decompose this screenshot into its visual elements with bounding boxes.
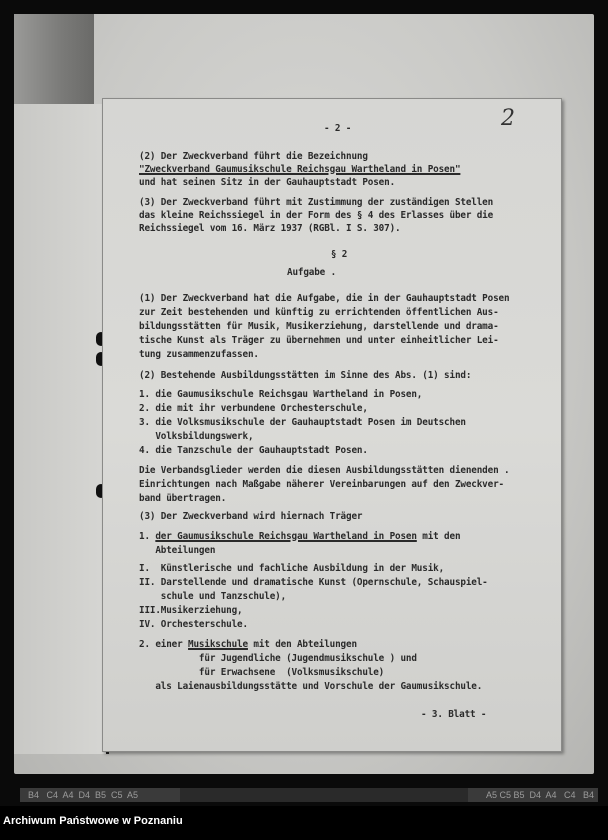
section-title: Aufgabe . [287,267,337,278]
section-para2-intro: (2) Bestehende Ausbildungsstätten im Sinne des Abs. (1) sind: [139,370,472,381]
section-para1-line: tische Kunst als Träger zu übernehmen und unter einheitlicher Lei- [139,335,499,346]
continuation-marker: - 3. Blatt - [421,709,487,720]
section-para2-outro-line: Die Verbandsglieder werden die diesen Ausbildungsstätten dienenden . [139,465,510,476]
department-item: I. Künstlerische und fachliche Ausbildung in der Musik, [139,563,445,574]
scan-size-ruler-left: B4 C4 A4 D4 B5 C5 A5 [20,788,188,802]
para-2-line2: "Zweckverband Gaumusikschule Reichsgau Wartheland in Posen" [139,164,461,175]
archive-credit: Archiwum Państwowe w Poznaniu [3,815,183,827]
section-para1-line: bildungsstätten für Musik, Musikerziehung, darstellende und drama- [139,321,499,332]
department-item: IV. Orchesterschule. [139,619,248,630]
section-para3-item1 [139,531,460,544]
department-item: III.Musikerziehung, [139,605,243,616]
handwritten-page-number: 2 [501,106,515,131]
section-para3-item2-line: als Laienausbildungsstätte und Vorschule der Gaumusikschule. [139,681,483,692]
left-paper-strip [14,104,109,754]
section-para2-outro-line: Einrichtungen nach Maßgabe näherer Vereinbarungen auf den Zweckver- [139,479,504,490]
scan-size-ruler-right: A5 C5 B5 D4 A4 C4 B4 [468,788,598,802]
item-rest: mit den [416,531,461,542]
section-para3-item1-line2: Abteilungen [139,545,216,556]
section-para1-line: tung zusammenzufassen. [139,349,259,360]
list-item: 4. die Tanzschule der Gauhauptstadt Posen. [139,445,368,456]
section-para3-item2-line: für Jugendliche (Jugendmusikschule ) und [139,653,417,664]
para-3-line3: Reichssiegel vom 16. März 1937 (RGBl. I S. 307). [139,223,401,234]
list-item: 3. die Volksmusikschule der Gauhauptstadt Posen im Deutschen [139,417,466,428]
underlined-musikschule: Musikschule [188,639,248,650]
section-heading: § 2 [330,249,348,260]
scan-ruler-middle [180,788,468,802]
para-2-line1: (2) Der Zweckverband führt die Bezeichnung [139,151,368,162]
section-para1-line: zur Zeit bestehenden und künftig zu errichtenden öffentlichen Aus- [139,307,499,318]
item-number: 1. [139,531,156,542]
section-para3-item2-line: für Erwachsene (Volksmusikschule) [139,667,385,678]
para-3-line1: (3) Der Zweckverband führt mit Zustimmung der zuständigen Stellen [139,197,494,208]
para-3-line2: das kleine Reichssiegel in der Form des § 4 des Erlasses über die [139,210,494,221]
underlined-school-name: der Gaumusikschule Reichsgau Wartheland in Posen [155,531,417,542]
section-para3-intro: (3) Der Zweckverband wird hiernach Träger [139,511,363,522]
page-marker: - 2 - [324,123,352,134]
shadow-area [14,14,94,104]
list-item: Volksbildungswerk, [139,431,254,442]
list-item: 1. die Gaumusikschule Reichsgau Wartheland in Posen, [139,389,423,400]
section-para2-outro-line: band übertragen. [139,493,227,504]
section-para1-line: (1) Der Zweckverband hat die Aufgabe, die in der Gauhauptstadt Posen [139,293,510,304]
document-page [102,98,562,752]
section-para3-item2 [139,639,357,652]
department-item: II. Darstellende und dramatische Kunst (Opernschule, Schauspiel- [139,577,488,588]
item-rest: mit den Abteilungen [247,639,357,650]
list-item: 2. die mit ihr verbundene Orchesterschule, [139,403,368,414]
para-2-line3: und hat seinen Sitz in der Gauhauptstadt Posen. [139,177,396,188]
item-prefix: 2. einer [139,639,189,650]
department-item: schule und Tanzschule), [139,591,287,602]
